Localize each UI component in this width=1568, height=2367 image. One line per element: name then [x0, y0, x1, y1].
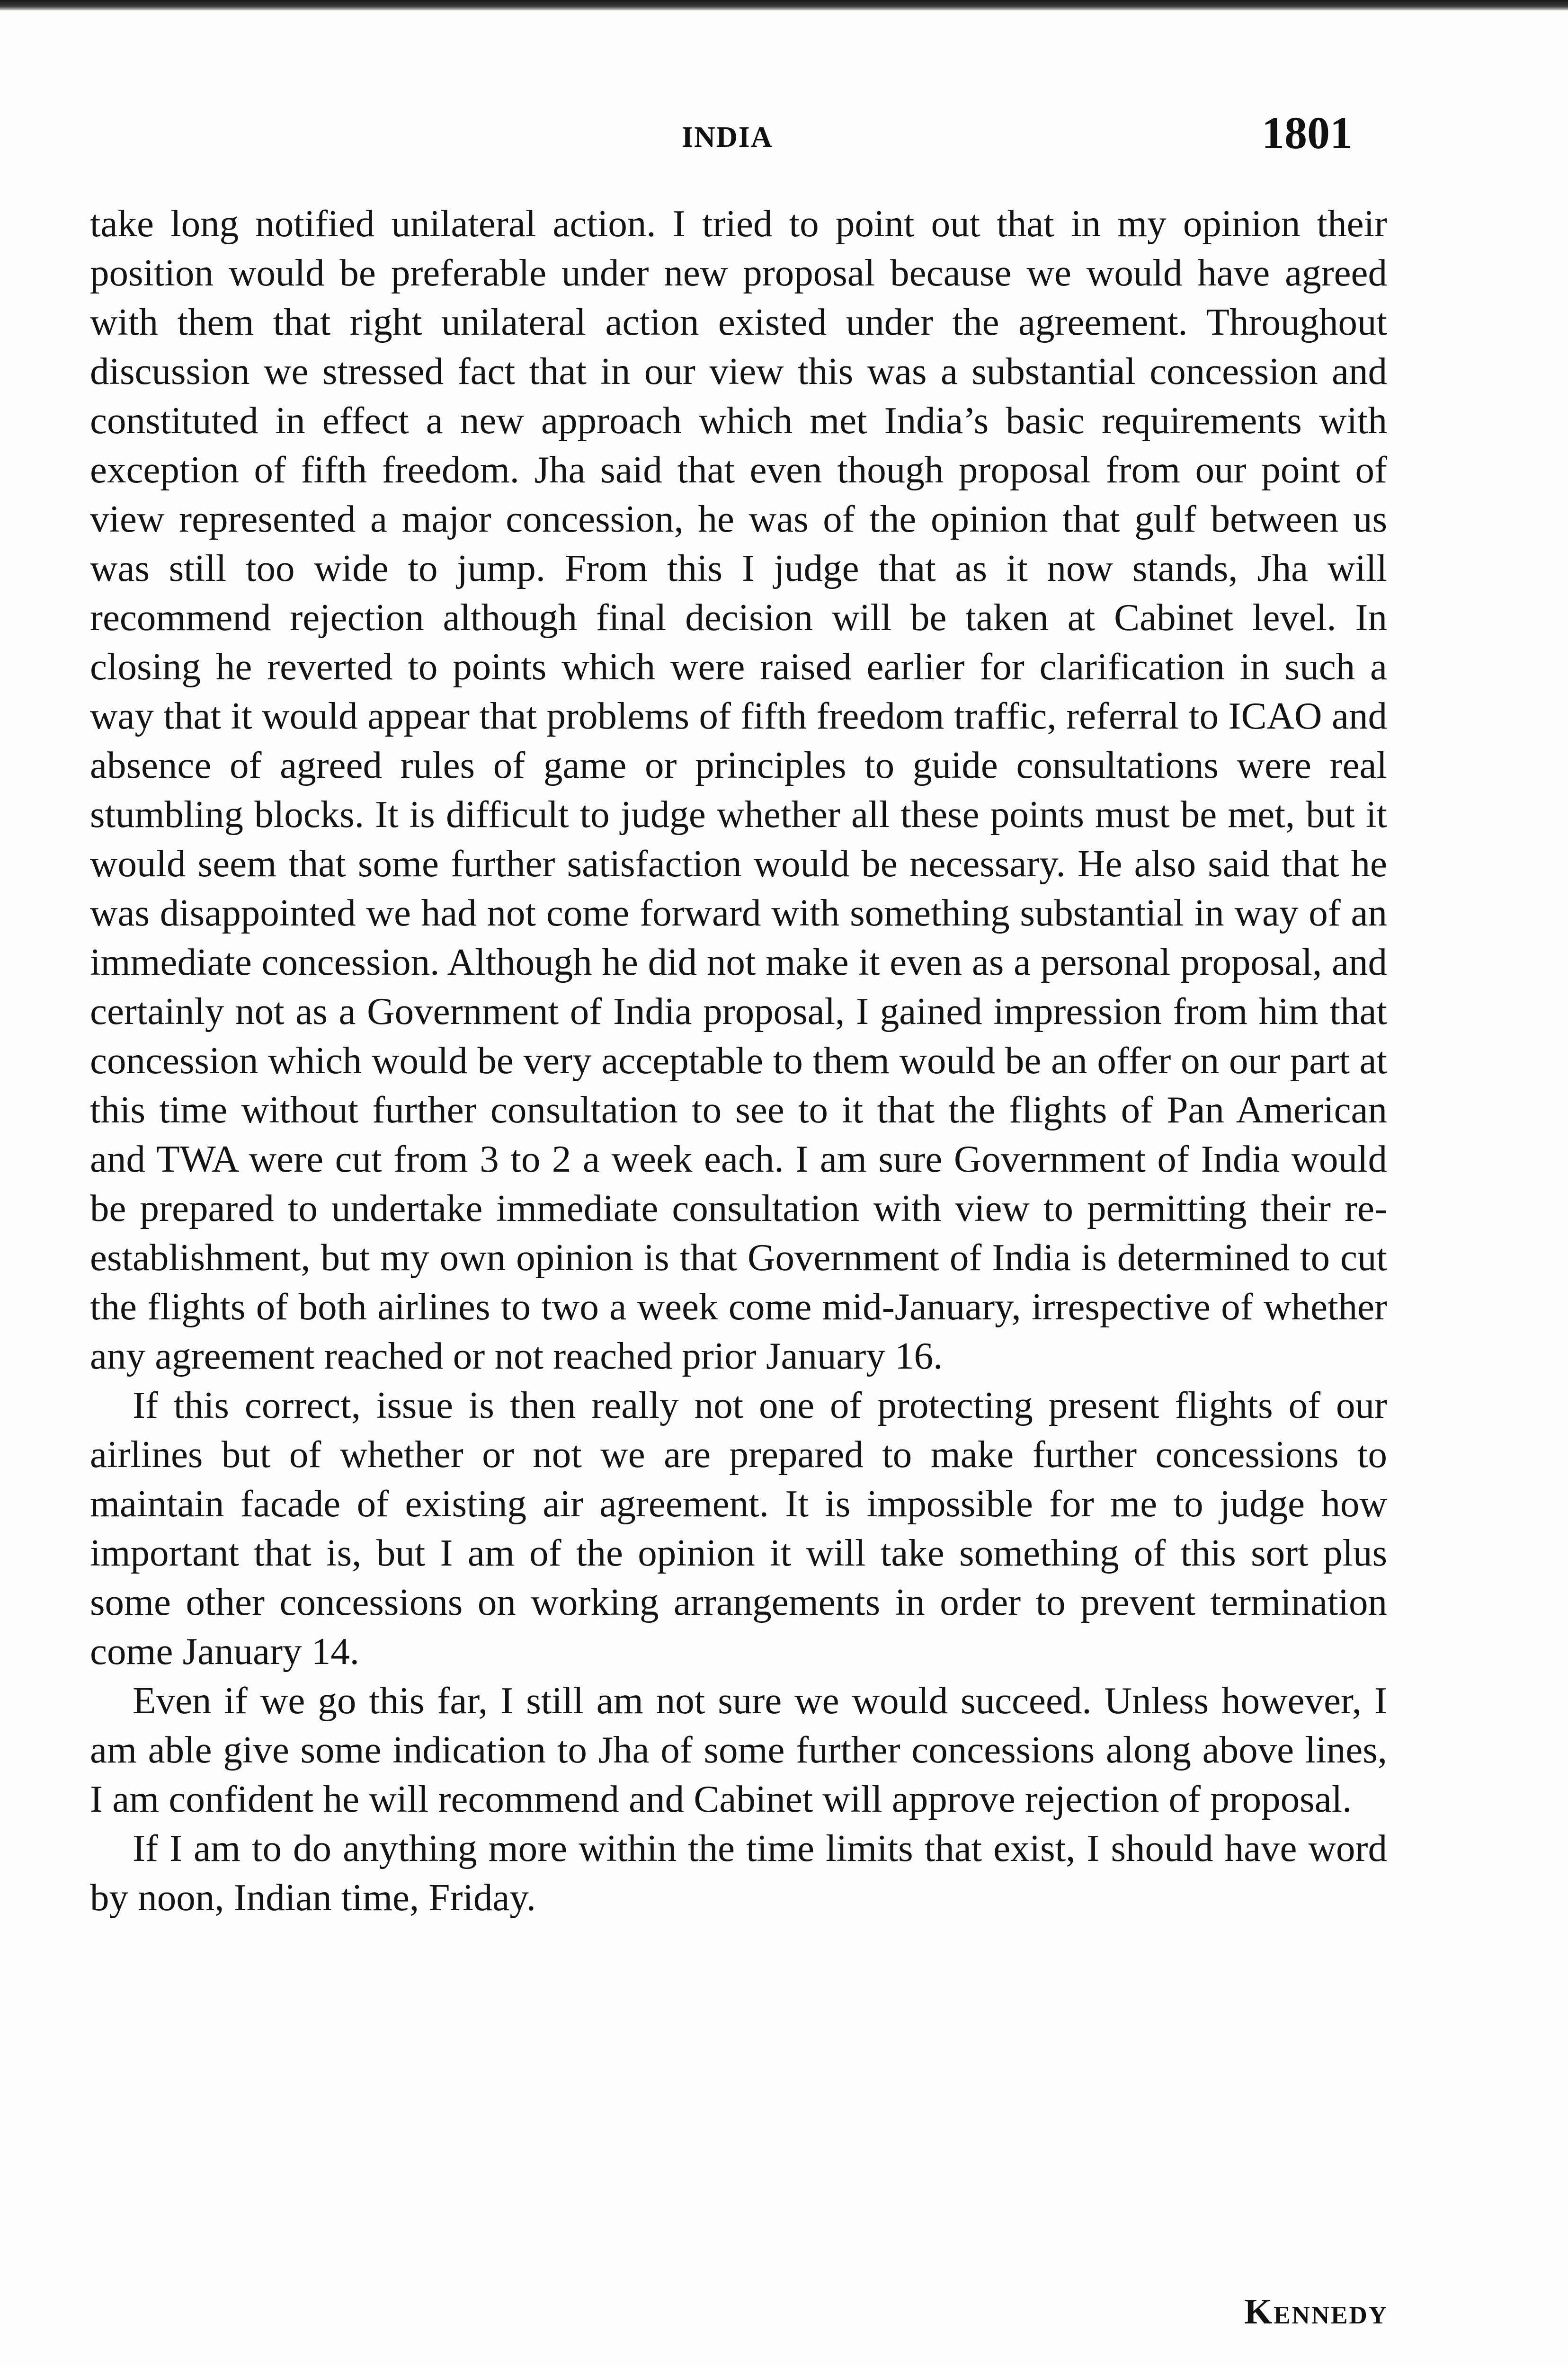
paragraph-continued: take long notified unilateral action. I tried to point out that in my opinion their position would be preferable under new proposal because we would have agreed with them that right unilateral action existed under the agreement. Throughout discussion we stressed fact that in our view this was a substantial concession and constituted in effect a new approach which met India’s basic requirements with exception of fifth freedom. Jha said that even though proposal from our point of view represented a major concession, he was of the opinion that gulf between us was still too wide to jump. From this I judge that as it now stands, Jha will recommend rejection although final decision will be taken at Cabinet level. In closing he reverted to points which were raised earlier for clarification in such a way that it would appear that problems of fifth freedom traffic, referral to ICAO and absence of agreed rules of game or principles to guide consultations were real stumbling blocks. It is difficult to judge whether all these points must be met, but it would seem that some further satisfaction would be necessary. He also said that he was disappointed we had not come forward with something substantial in way of an immediate concession. Although he did not make it even as a personal proposal, and certainly not as a Government of India proposal, I gained impression from him that concession which would be very acceptable to them would be an offer on our part at this time without further consultation to see to it that the flights of Pan American and TWA were cut from 3 to 2 a week each. I am sure Government of India would be prepared to undertake immediate consultation with view to permitting their re-establishment, but my own opinion is that Government of India is determined to cut the flights of both airlines to two a week come mid-January, irrespective of whether any agreement reached or not reached prior January 16. [90, 202, 1387, 1377]
paragraph: If I am to do anything more within the time limits that exist, I should have word by noon, Indian time, Friday. [90, 1827, 1387, 1919]
running-head: INDIA [682, 121, 773, 153]
signature: Kennedy [1244, 2292, 1388, 2331]
paragraph: If this correct, issue is then really not one of protecting present flights of our airlines but of whether or not we are prepared to make further concessions to maintain facade of existing air agreement. It is impossible for me to judge how important that is, but I am of the opinion it will take something of this sort plus some other concessions on working arrangements in order to prevent termination come January 14. [90, 1384, 1387, 1673]
paragraph: Even if we go this far, I still am not sure we would succeed. Unless however, I am able give some indication to Jha of some further concessions along above lines, I am confident he will recommend and Cabinet will approve rejection of proposal. [90, 1679, 1387, 1820]
scan-top-edge [0, 0, 1568, 10]
page-number: 1801 [1262, 107, 1353, 158]
document-body [90, 199, 1387, 1922]
